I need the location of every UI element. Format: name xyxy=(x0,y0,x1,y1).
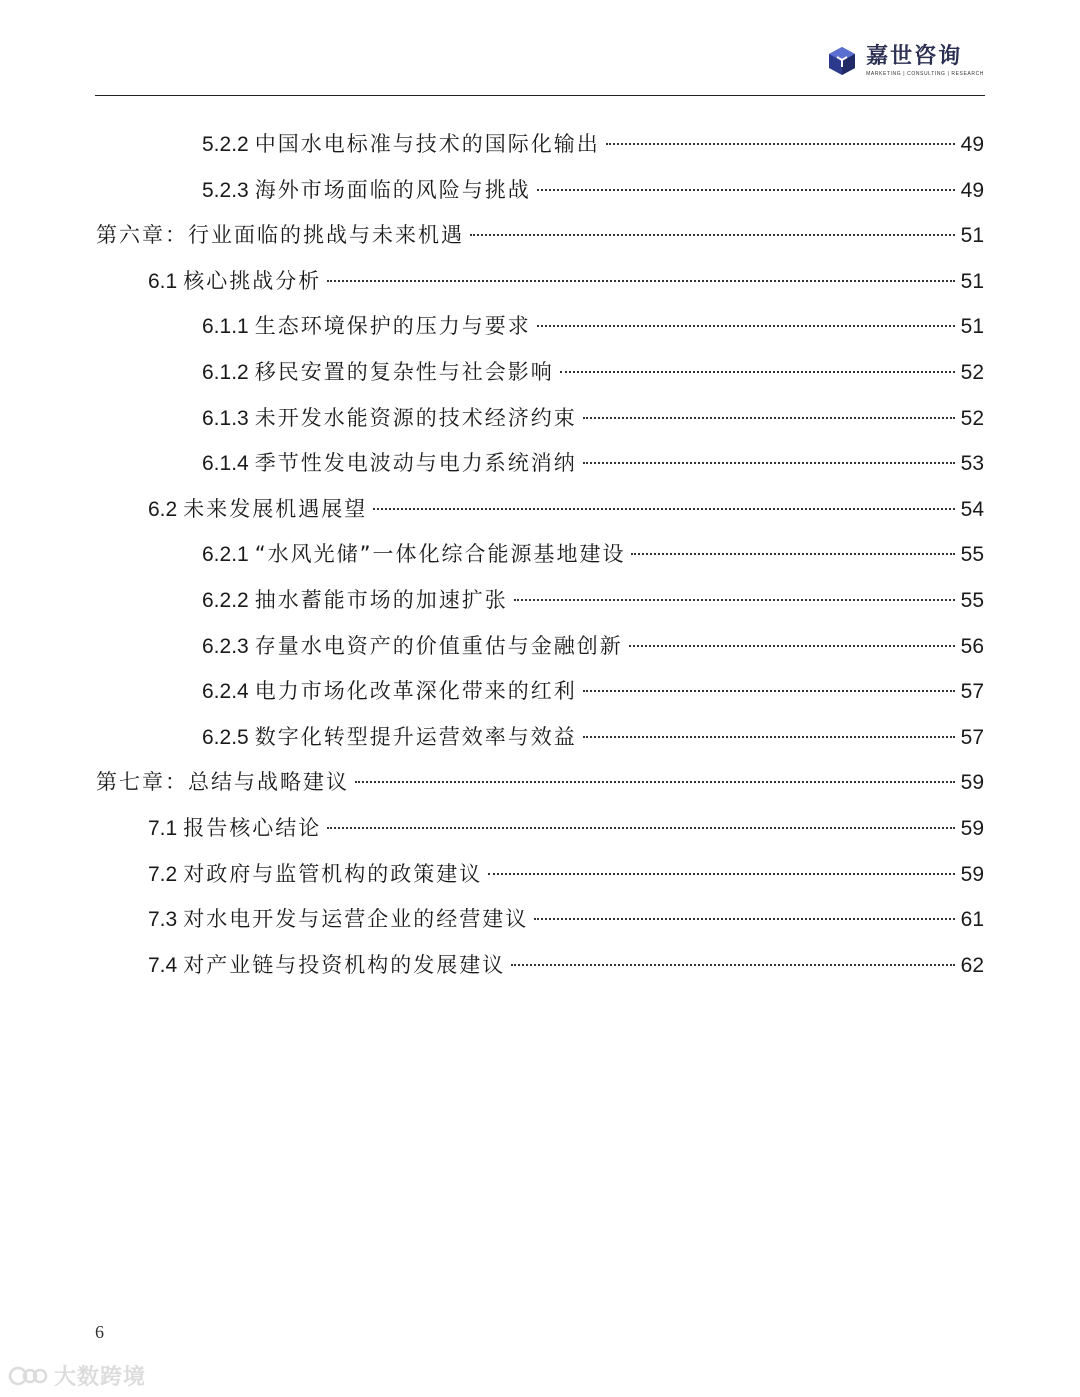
toc-entry-number: 6.2.2 xyxy=(202,589,249,612)
company-logo xyxy=(826,44,984,78)
toc-entry-page: 52 xyxy=(960,406,984,430)
watermark xyxy=(8,1360,146,1391)
toc-entry[interactable] xyxy=(202,531,984,577)
toc-dot-leader xyxy=(327,827,954,829)
watermark-text: 大数跨境 xyxy=(54,1365,147,1390)
toc-entry-number: 6.1.2 xyxy=(202,361,249,384)
toc-dot-leader xyxy=(537,325,955,327)
toc-entry[interactable] xyxy=(148,942,984,988)
toc-dot-leader xyxy=(583,462,955,464)
toc-entry-page: 59 xyxy=(960,862,984,886)
toc-entry-title: 第七章：总结与战略建议 xyxy=(96,770,349,795)
toc-entry-page: 51 xyxy=(960,315,984,339)
toc-entry-page: 54 xyxy=(960,497,984,521)
toc-dot-leader xyxy=(583,690,955,692)
toc-entry-page: 49 xyxy=(960,133,984,156)
logo-cube-icon xyxy=(826,45,858,77)
toc-dot-leader xyxy=(631,553,954,555)
toc-dot-leader xyxy=(583,417,955,419)
toc-dot-leader xyxy=(629,645,955,647)
toc-dot-leader xyxy=(560,371,955,373)
toc-entry[interactable] xyxy=(202,440,984,486)
toc-entry-number: 5.2.3 xyxy=(202,178,249,202)
toc-entry-number: 7.2 xyxy=(148,862,178,886)
toc-entry-title: 生态环境保护的压力与要求 xyxy=(254,314,531,339)
toc-entry-page: 51 xyxy=(960,269,984,293)
toc-dot-leader xyxy=(327,280,954,282)
toc-entry[interactable] xyxy=(202,577,984,623)
toc-entry-title: 抽水蓄能市场的加速扩张 xyxy=(254,588,508,612)
toc-entry[interactable] xyxy=(202,167,984,213)
toc-entry-title: 存量水电资产的价值重估与金融创新 xyxy=(254,633,623,658)
toc-entry[interactable] xyxy=(202,121,984,167)
toc-entry-number: 6.2.3 xyxy=(202,634,249,658)
header-divider xyxy=(95,95,985,96)
toc-entry-number: 7.1 xyxy=(148,817,178,840)
toc-entry-title: 移民安置的复杂性与社会影响 xyxy=(254,360,554,384)
toc-entry-page: 55 xyxy=(960,589,984,612)
toc-entry-title: 对水电开发与运营企业的经营建议 xyxy=(183,907,529,932)
toc-entry-number: 6.2.5 xyxy=(202,725,249,749)
toc-entry-page: 55 xyxy=(960,543,984,567)
toc-entry-title: 第六章：行业面临的挑战与未来机遇 xyxy=(96,223,464,248)
toc-entry-title: 中国水电标准与技术的国际化输出 xyxy=(254,132,600,156)
page-number: 6 xyxy=(95,1322,104,1342)
toc-entry[interactable] xyxy=(202,714,984,760)
toc-entry-page: 52 xyxy=(960,361,984,384)
toc-entry-number: 6.2.1 xyxy=(202,543,249,567)
toc-dot-leader xyxy=(514,599,955,601)
toc-entry-title: 核心挑战分析 xyxy=(183,268,322,293)
logo-name: 嘉世咨询 xyxy=(866,44,963,69)
toc-dot-leader xyxy=(537,189,955,191)
toc-entry-title: 数字化转型提升运营效率与效益 xyxy=(254,724,577,749)
toc-entry[interactable] xyxy=(96,212,984,258)
toc-entry-page: 56 xyxy=(960,634,984,658)
logo-tagline: MARKETING | CONSULTING | RESEARCH xyxy=(866,71,984,77)
toc-entry[interactable] xyxy=(202,668,984,714)
toc-entry-page: 53 xyxy=(960,452,984,476)
toc-entry-title: 海外市场面临的风险与挑战 xyxy=(254,177,531,202)
toc-entry-page: 51 xyxy=(960,224,984,248)
toc-entry-page: 57 xyxy=(960,725,984,749)
toc-entry-page: 59 xyxy=(960,817,984,840)
toc-entry[interactable] xyxy=(148,258,984,304)
toc-dot-leader xyxy=(534,918,954,920)
toc-dot-leader xyxy=(373,508,954,510)
toc-entry-number: 6.2.4 xyxy=(202,680,249,704)
toc-entry-page: 57 xyxy=(960,680,984,704)
toc-entry-title: “水风光储”一体化综合能源基地建设 xyxy=(254,542,626,567)
toc-entry-title: 对政府与监管机构的政策建议 xyxy=(183,861,483,886)
toc-entry-title: 未来发展机遇展望 xyxy=(183,496,368,521)
toc-entry-title: 未开发水能资源的技术经济约束 xyxy=(254,405,577,430)
toc-dot-leader xyxy=(470,234,955,236)
toc-entry-number: 6.1.1 xyxy=(202,315,249,339)
toc-dot-leader xyxy=(488,873,954,875)
toc-entry[interactable] xyxy=(148,805,984,851)
toc-entry-number: 7.4 xyxy=(148,953,178,977)
toc-entry-title: 季节性发电波动与电力系统消纳 xyxy=(254,451,577,476)
toc-entry-number: 5.2.2 xyxy=(202,133,249,156)
toc-dot-leader xyxy=(355,781,955,783)
toc-entry-title: 报告核心结论 xyxy=(183,816,322,840)
toc-entry[interactable] xyxy=(96,759,984,805)
toc-entry-page: 62 xyxy=(960,953,984,977)
toc-entry[interactable] xyxy=(202,395,984,441)
toc-entry-number: 6.2 xyxy=(148,497,178,521)
toc-dot-leader xyxy=(606,143,955,145)
toc-entry-title: 对产业链与投资机构的发展建议 xyxy=(183,952,506,977)
toc-entry[interactable] xyxy=(148,486,984,532)
toc-entry[interactable] xyxy=(202,349,984,395)
toc-entry[interactable] xyxy=(148,851,984,897)
toc-entry-page: 61 xyxy=(960,908,984,932)
toc-entry-page: 59 xyxy=(960,771,984,795)
toc-entry[interactable] xyxy=(202,303,984,349)
toc-entry-number: 6.1.3 xyxy=(202,406,249,430)
toc-entry[interactable] xyxy=(148,896,984,942)
toc-entry[interactable] xyxy=(202,623,984,669)
toc-entry-number: 7.3 xyxy=(148,908,178,932)
toc-entry-number: 6.1 xyxy=(148,269,178,293)
toc-entry-title: 电力市场化改革深化带来的红利 xyxy=(254,679,577,704)
watermark-logo-icon xyxy=(8,1363,48,1389)
toc-entry-number: 6.1.4 xyxy=(202,452,249,476)
toc-entry-page: 49 xyxy=(960,178,984,202)
toc-dot-leader xyxy=(583,736,955,738)
toc-dot-leader xyxy=(511,964,954,966)
